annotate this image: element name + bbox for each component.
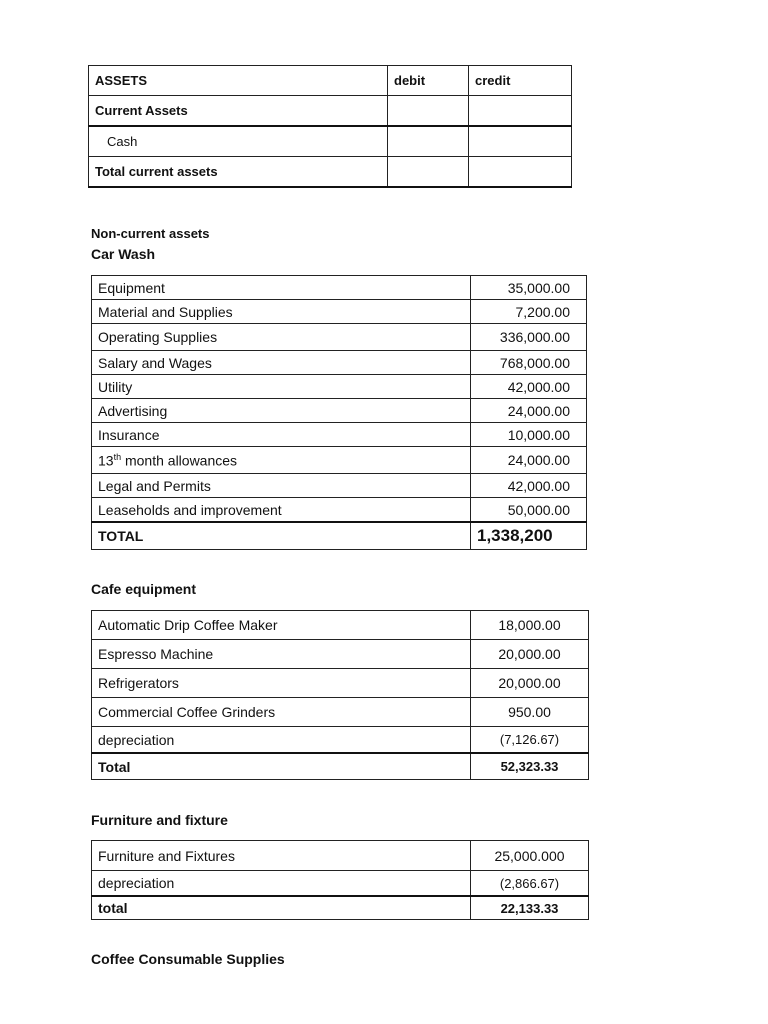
total-current-assets-row xyxy=(89,157,572,188)
current-assets-debit xyxy=(388,96,469,127)
cash-label: Cash xyxy=(89,126,388,157)
table-row xyxy=(92,351,587,375)
total-label: total xyxy=(92,896,471,920)
furniture-heading: Furniture and fixture xyxy=(91,812,228,828)
row-label: Insurance xyxy=(92,423,471,447)
row-label: Equipment xyxy=(92,276,471,300)
credit-header: credit xyxy=(469,66,572,96)
cash-debit xyxy=(388,126,469,157)
cafe-equipment-heading: Cafe equipment xyxy=(91,581,197,597)
row-value: 50,000.00 xyxy=(471,498,587,523)
row-label: depreciation xyxy=(92,871,471,897)
assets-header-row xyxy=(89,66,572,96)
table-row xyxy=(92,498,587,523)
cafe-total-row xyxy=(92,753,589,780)
table-row xyxy=(92,669,589,698)
total-value: 22,133.33 xyxy=(471,896,589,920)
row-value: (7,126.67) xyxy=(471,727,589,754)
table-row xyxy=(92,727,589,754)
table-row xyxy=(92,447,587,474)
table-row xyxy=(92,300,587,324)
row-label: Leaseholds and improvement xyxy=(92,498,471,523)
row-value: 768,000.00 xyxy=(471,351,587,375)
table-row xyxy=(92,399,587,423)
current-assets-row xyxy=(89,96,572,127)
row-label: depreciation xyxy=(92,727,471,754)
row-label: Salary and Wages xyxy=(92,351,471,375)
row-value: 18,000.00 xyxy=(471,611,589,640)
row-value: 25,000.000 xyxy=(471,841,589,871)
table-row xyxy=(92,474,587,498)
assets-header-label: ASSETS xyxy=(89,66,388,96)
row-value: 336,000.00 xyxy=(471,324,587,351)
total-current-assets-label: Total current assets xyxy=(89,157,388,188)
cash-row xyxy=(89,126,572,157)
total-label: TOTAL xyxy=(92,522,471,550)
row-label: Utility xyxy=(92,375,471,399)
coffee-supplies-heading: Coffee Consumable Supplies xyxy=(91,951,285,967)
row-value: 10,000.00 xyxy=(471,423,587,447)
row-label xyxy=(92,447,471,474)
table-row xyxy=(92,841,589,871)
table-row xyxy=(92,276,587,300)
total-value: 52,323.33 xyxy=(471,753,589,780)
table-row xyxy=(92,698,589,727)
cash-credit xyxy=(469,126,572,157)
row-label: Material and Supplies xyxy=(92,300,471,324)
row-label: Operating Supplies xyxy=(92,324,471,351)
row-label: Advertising xyxy=(92,399,471,423)
row-value: 35,000.00 xyxy=(471,276,587,300)
row-label: Legal and Permits xyxy=(92,474,471,498)
row-value: 24,000.00 xyxy=(471,447,587,474)
table-row xyxy=(92,871,589,897)
total-value: 1,338,200 xyxy=(471,522,587,550)
row-label: Commercial Coffee Grinders xyxy=(92,698,471,727)
row-value: 20,000.00 xyxy=(471,669,589,698)
non-current-assets-heading: Non-current assets xyxy=(91,226,210,241)
table-row xyxy=(92,611,589,640)
row-value: 24,000.00 xyxy=(471,399,587,423)
row-value: (2,866.67) xyxy=(471,871,589,897)
row-label: Espresso Machine xyxy=(92,640,471,669)
table-row xyxy=(92,640,589,669)
car-wash-heading: Car Wash xyxy=(91,246,156,262)
current-assets-credit xyxy=(469,96,572,127)
row-value: 950.00 xyxy=(471,698,589,727)
total-current-assets-debit xyxy=(388,157,469,188)
total-label: Total xyxy=(92,753,471,780)
assets-table xyxy=(88,65,572,188)
label-superscript: th xyxy=(113,451,122,462)
row-value: 20,000.00 xyxy=(471,640,589,669)
row-value: 42,000.00 xyxy=(471,474,587,498)
furniture-total-row xyxy=(92,896,589,920)
label-rest: month allowances xyxy=(121,452,238,469)
car-wash-total-row xyxy=(92,522,587,550)
current-assets-label: Current Assets xyxy=(89,96,388,127)
table-row xyxy=(92,423,587,447)
total-current-assets-credit xyxy=(469,157,572,188)
cafe-equipment-table xyxy=(91,610,589,780)
table-row xyxy=(92,375,587,399)
furniture-table xyxy=(91,840,589,920)
label-number: 13 xyxy=(98,452,114,469)
table-row xyxy=(92,324,587,351)
row-label: Furniture and Fixtures xyxy=(92,841,471,871)
row-value: 7,200.00 xyxy=(471,300,587,324)
car-wash-table xyxy=(91,275,587,550)
row-value: 42,000.00 xyxy=(471,375,587,399)
row-label: Automatic Drip Coffee Maker xyxy=(92,611,471,640)
debit-header: debit xyxy=(388,66,469,96)
row-label: Refrigerators xyxy=(92,669,471,698)
